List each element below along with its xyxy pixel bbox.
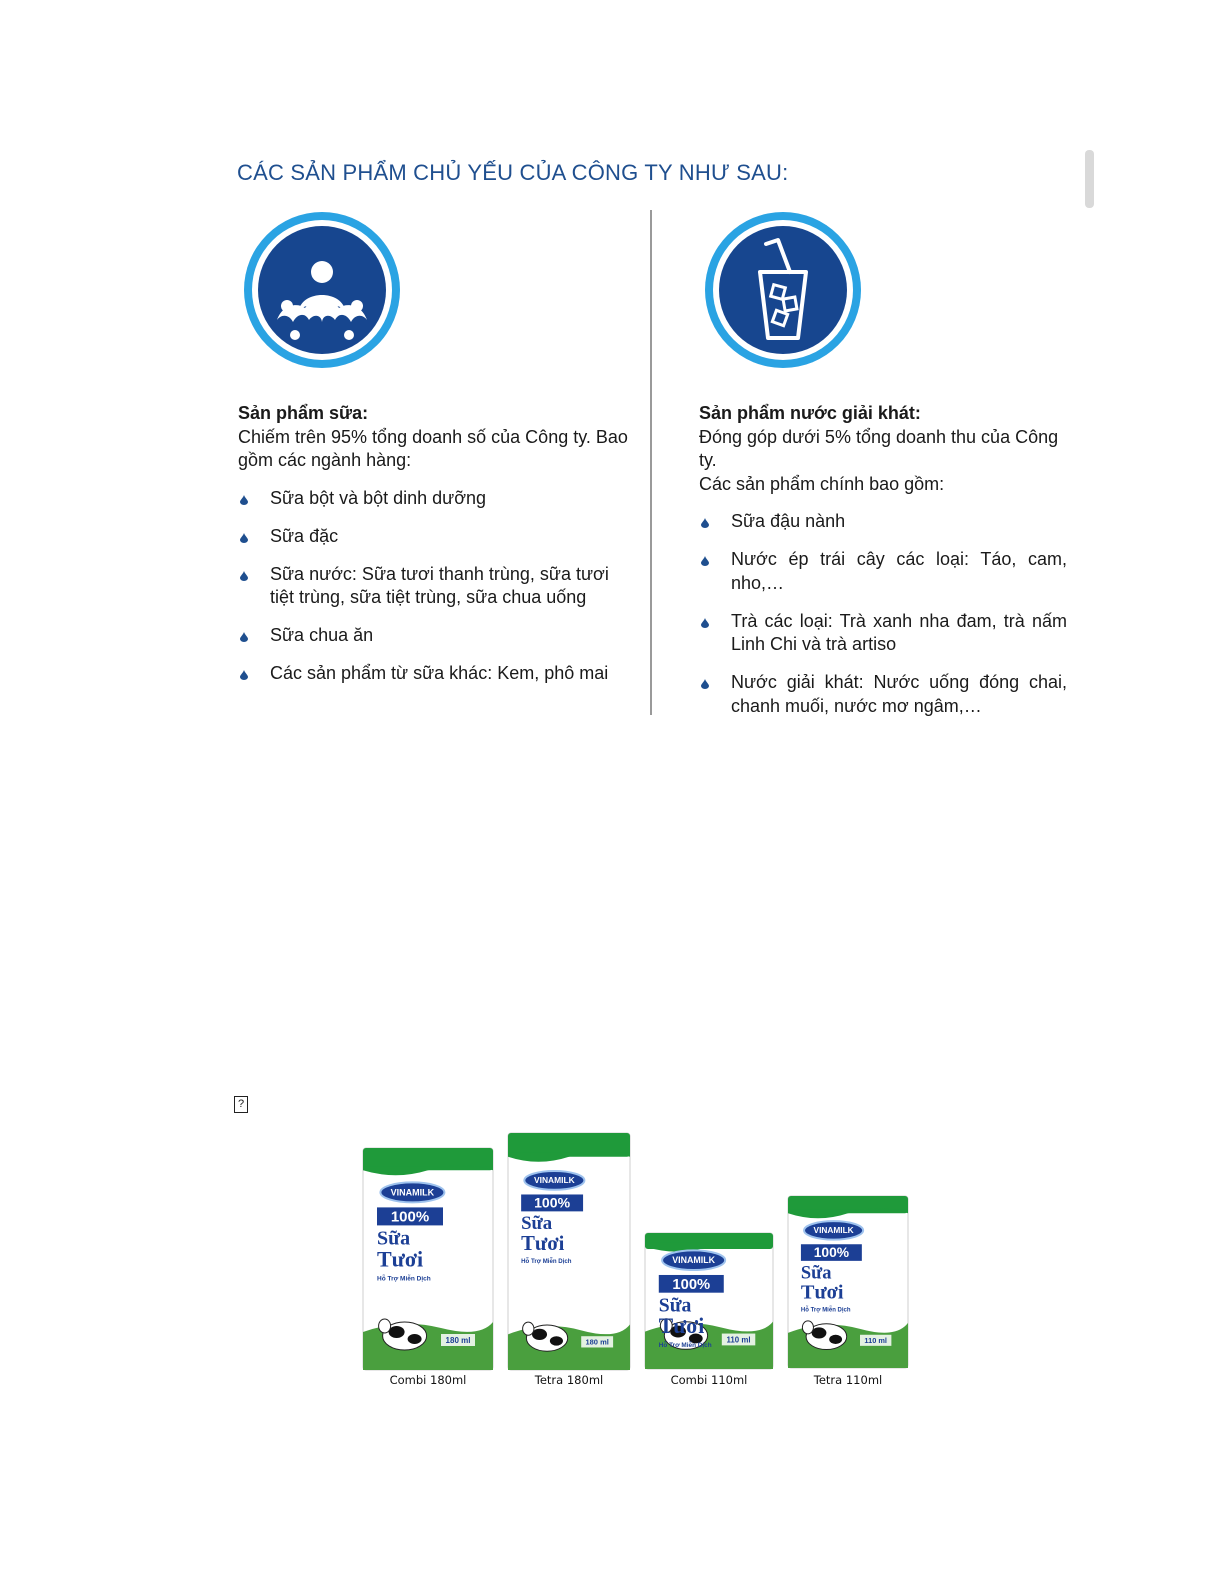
- pack-percent-label: 100%: [672, 1276, 711, 1293]
- drink-section-intro: Đóng góp dưới 5% tổng doanh thu của Công ty.: [699, 426, 1059, 470]
- drop-bullet-icon: [701, 556, 709, 566]
- milk-products-section: [238, 402, 633, 700]
- pack-brand-label: VINAMILK: [813, 1225, 854, 1236]
- drop-bullet-icon: [701, 618, 709, 628]
- pack-brand-label: VINAMILK: [390, 1187, 435, 1198]
- list-item: Sữa đặc: [238, 525, 633, 549]
- pack-tagline: Hỗ Trợ Miễn Dịch: [658, 1341, 712, 1349]
- pack-title-line2: Tươi: [658, 1314, 705, 1339]
- list-item: Trà các loại: Trà xanh nha đam, trà nấm Linh Chi và trà artiso: [699, 610, 1067, 657]
- pack-caption: Combi 110ml: [670, 1373, 748, 1387]
- drop-bullet-icon: [240, 670, 248, 680]
- pack-brand-label: VINAMILK: [672, 1255, 716, 1266]
- drop-bullet-icon: [240, 632, 248, 642]
- pack-percent-label: 100%: [534, 1194, 571, 1211]
- pack-volume-label: 110 ml: [864, 1336, 887, 1346]
- section-heading: CÁC SẢN PHẨM CHỦ YẾU CỦA CÔNG TY NHƯ SAU:: [237, 160, 789, 185]
- pack-caption: Tetra 110ml: [813, 1373, 883, 1387]
- list-item: Sữa đậu nành: [699, 510, 1067, 534]
- drop-bullet-icon: [701, 518, 709, 528]
- column-divider: [650, 210, 652, 715]
- pack-title-line1: Sữa: [377, 1227, 411, 1250]
- list-item: Sữa bột và bột dinh dưỡng: [238, 487, 633, 511]
- pack-title-line2: Tươi: [800, 1281, 844, 1304]
- milk-product-list: [238, 487, 633, 686]
- drop-bullet-icon: [240, 571, 248, 581]
- pack-title-line2: Tươi: [521, 1232, 565, 1255]
- drop-bullet-icon: [240, 495, 248, 505]
- pack-tagline: Hỗ Trợ Miễn Dịch: [521, 1257, 572, 1265]
- product-packs-image: [355, 1128, 915, 1398]
- pack-percent-label: 100%: [813, 1244, 850, 1261]
- pack-tagline: Hỗ Trợ Miễn Dịch: [800, 1307, 851, 1314]
- drink-section-intro-2: Các sản phẩm chính bao gồm:: [699, 473, 945, 494]
- list-item: Sữa chua ăn: [238, 624, 633, 648]
- glass-with-straw-icon: [698, 210, 868, 370]
- drop-bullet-icon: [701, 679, 709, 689]
- broken-image-placeholder: ?: [234, 1096, 248, 1113]
- pack-caption: Combi 180ml: [389, 1373, 467, 1387]
- milk-splash-icon: [237, 210, 407, 370]
- drink-products-section: [699, 402, 1067, 733]
- pack-percent-label: 100%: [390, 1208, 430, 1226]
- list-item: Các sản phẩm từ sữa khác: Kem, phô mai: [238, 662, 633, 686]
- pack-volume-label: 110 ml: [726, 1335, 751, 1345]
- pack-title-line1: Sữa: [658, 1294, 692, 1317]
- pack-brand-label: VINAMILK: [533, 1175, 575, 1186]
- pack-tagline: Hỗ Trợ Miễn Dịch: [377, 1275, 431, 1283]
- pack-title-line1: Sữa: [521, 1213, 553, 1235]
- pack-volume-label: 180 ml: [445, 1336, 471, 1345]
- pack-caption: Tetra 180ml: [534, 1373, 604, 1387]
- list-item: Nước giải khát: Nước uống đóng chai, chanh muối, nước mơ ngâm,…: [699, 671, 1067, 718]
- pack-title-line2: Tươi: [377, 1246, 424, 1272]
- scrollbar-thumb[interactable]: [1085, 150, 1094, 208]
- milk-section-intro: Chiếm trên 95% tổng doanh số của Công ty. Bao gồm các ngành hàng:: [238, 426, 628, 470]
- drink-section-title: Sản phẩm nước giải khát:: [699, 403, 921, 423]
- milk-section-title: Sản phẩm sữa:: [238, 403, 369, 423]
- pack-volume-label: 180 ml: [585, 1337, 609, 1347]
- product-packs-drawing: [355, 1128, 915, 1398]
- drink-product-list: [699, 510, 1067, 718]
- list-item: Nước ép trái cây các loại: Táo, cam, nho,…: [699, 548, 1067, 595]
- list-item: Sữa nước: Sữa tươi thanh trùng, sữa tươi tiệt trùng, sữa tiệt trùng, sữa chua uống: [238, 563, 633, 610]
- pack-title-line1: Sữa: [800, 1262, 832, 1283]
- drop-bullet-icon: [240, 533, 248, 543]
